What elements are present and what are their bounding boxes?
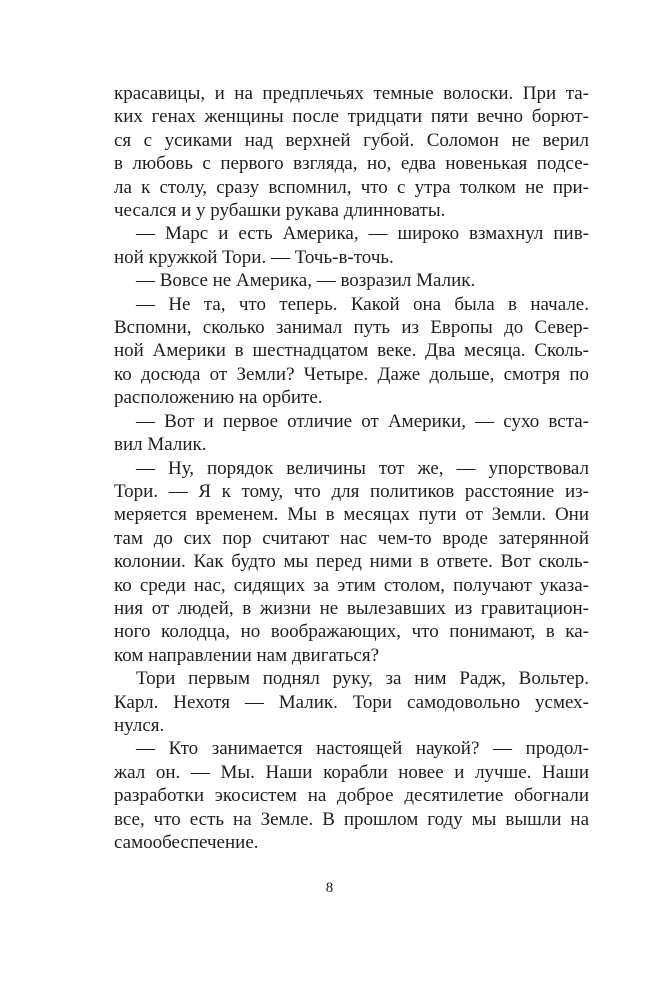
- text-line: ко досюда от Земли? Четыре. Даже дольше, смотря по: [114, 363, 589, 385]
- text-line: Карл. Нехотя — Малик. Тори самодовольно усмех-: [114, 691, 589, 713]
- body-text: [114, 82, 589, 854]
- text-line: Тори первым поднял руку, за ним Радж, Вольтер.: [136, 668, 589, 690]
- text-line: ной кружкой Тори. — Точь-в-точь.: [114, 246, 394, 268]
- text-line: меряется временем. Мы в месяцах пути от Земли. Они: [114, 504, 589, 526]
- paragraph: [114, 457, 589, 668]
- text-line: ся с усиками над верхней губой. Соломон не верил: [114, 129, 589, 151]
- paragraph: [114, 667, 589, 737]
- text-line: вил Малик.: [114, 434, 207, 456]
- text-line: — Вовсе не Америка, — возразил Малик.: [136, 270, 476, 292]
- text-line: колонии. Как будто мы перед ними в ответе. Вот сколь-: [114, 551, 589, 573]
- text-line: Тори. — Я к тому, что для политиков расстояние из-: [114, 480, 589, 502]
- paragraph: [114, 82, 589, 222]
- paragraph: [114, 222, 589, 269]
- text-line: ной Америки в шестнадцатом веке. Два месяца. Сколь-: [114, 340, 589, 362]
- text-line: в любовь с первого взгляда, но, едва новенькая подсе-: [114, 153, 589, 175]
- text-line: нулся.: [114, 714, 165, 736]
- text-line: самообеспечение.: [114, 832, 259, 853]
- text-line: чесался и у рубашки рукава длинноваты.: [114, 200, 446, 222]
- text-line: ла к столу, сразу вспомнил, что с утра толком не при-: [114, 176, 589, 198]
- text-line: все, что есть на Земле. В прошлом году мы вышли на: [114, 808, 589, 830]
- text-line: — Не та, что теперь. Какой она была в начале.: [136, 293, 589, 315]
- paragraph: [114, 269, 589, 292]
- text-line: жал он. — Мы. Наши корабли новее и лучше. Наши: [114, 761, 589, 783]
- text-line: — Кто занимается настоящей наукой? — продол-: [136, 738, 589, 760]
- text-line: ния от людей, в жизни не вылезавших из гравитацион-: [114, 597, 589, 619]
- page-number: 8: [325, 880, 334, 896]
- text-line: — Вот и первое отличие от Америки, — сухо вста-: [136, 410, 589, 432]
- paragraph: [114, 410, 589, 457]
- text-line: ко среди нас, сидящих за этим столом, получают указа-: [114, 574, 589, 596]
- text-line: там до сих пор считают нас чем-то вроде затерянной: [114, 527, 589, 549]
- text-line: разработки экосистем на доброе десятилетие обогнали: [114, 785, 589, 807]
- paragraph: [114, 293, 589, 410]
- text-line: ких генах женщины после тридцати пяти вечно борют-: [114, 106, 589, 128]
- text-line: Вспомни, сколько занимал путь из Европы до Север-: [114, 317, 589, 339]
- paragraph: [114, 737, 589, 854]
- text-line: красавицы, и на предплечьях темные волоски. При та-: [114, 83, 589, 104]
- text-line: ного колодца, но воображающих, что понимают, в ка-: [114, 621, 589, 643]
- text-line: расположению на орбите.: [114, 387, 323, 409]
- text-line: ком направлении нам двигаться?: [114, 644, 380, 666]
- text-line: — Ну, порядок величины тот же, — упорствовал: [136, 457, 589, 479]
- text-line: — Марс и есть Америка, — широко взмахнул пив-: [136, 223, 589, 245]
